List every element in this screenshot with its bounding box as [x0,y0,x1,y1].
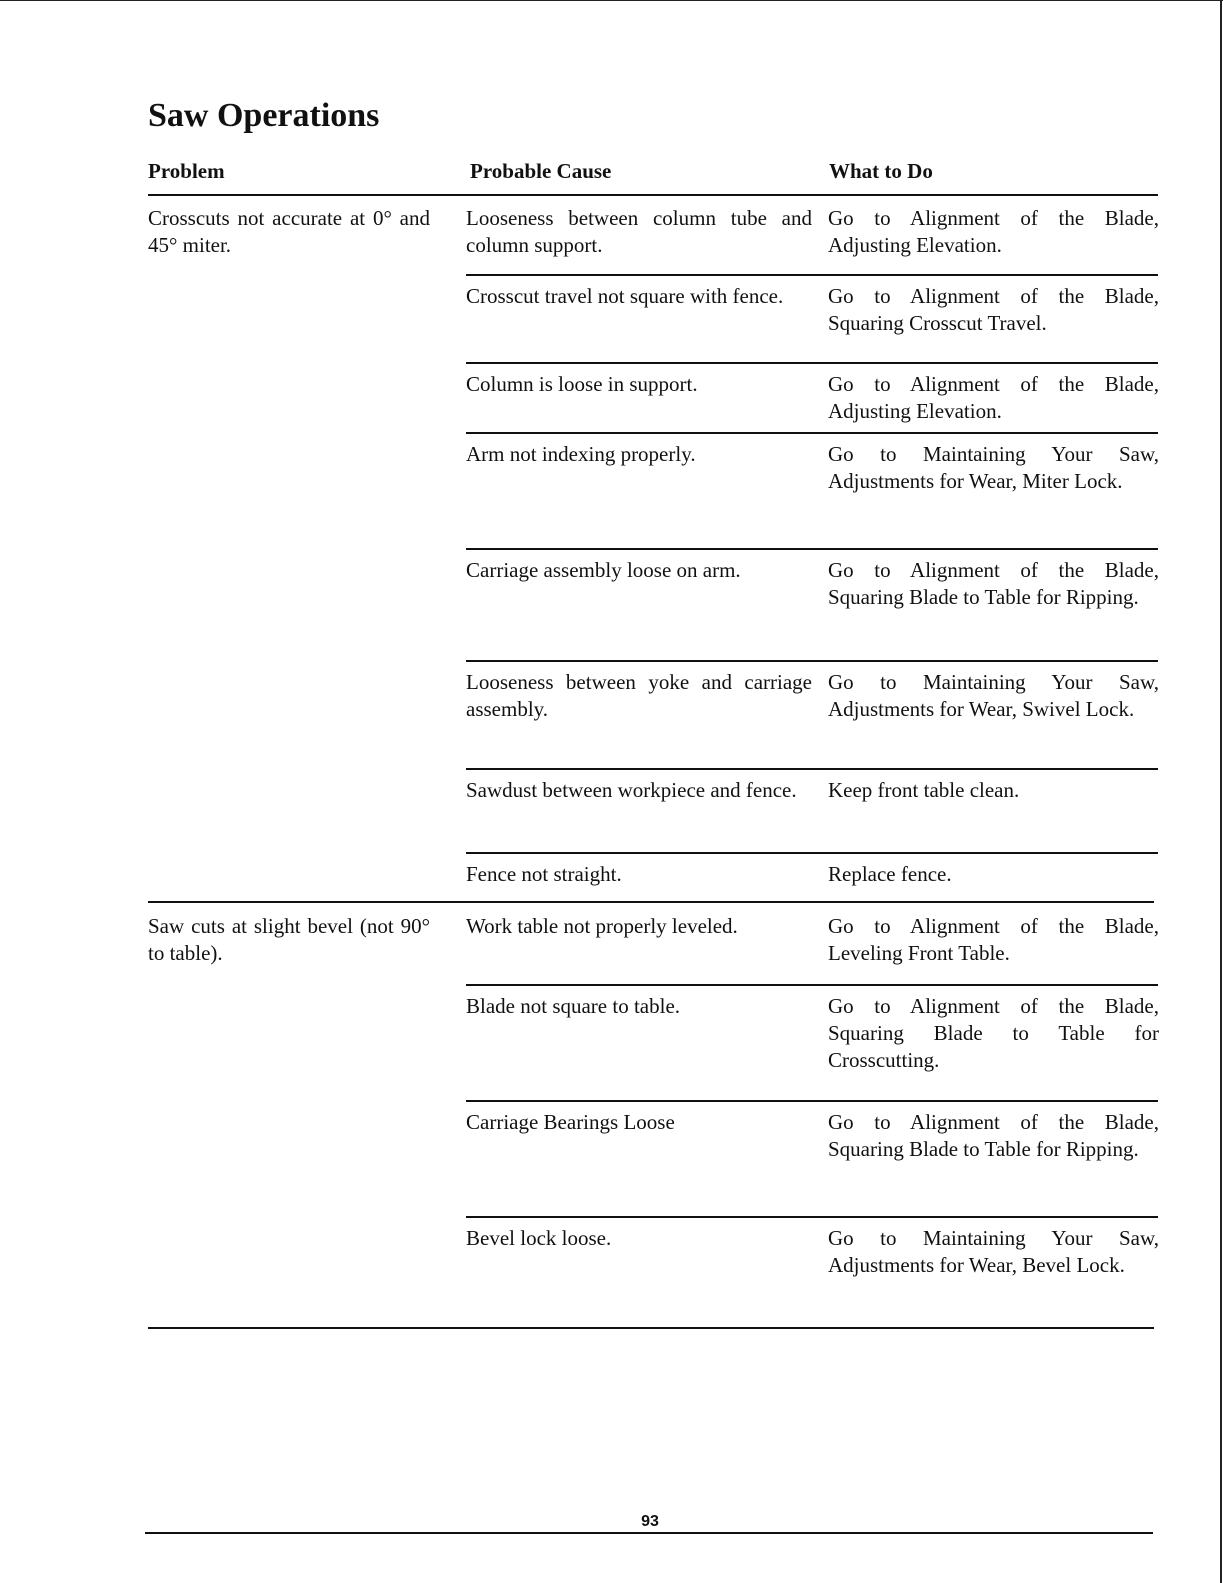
what-to-do-text: Go to Maintaining Your Saw, Adjustments for Wear, Swivel Lock. [828,670,1159,721]
probable-cause-text: Carriage assembly loose on arm. [466,558,741,582]
what-to-do-text: Go to Alignment of the Blade, Adjusting Elevation. [828,206,1159,257]
row-divider [466,432,1158,434]
row-divider [466,548,1158,550]
what-to-do-text: Go to Alignment of the Blade, Squaring Blade to Table for Crosscutting. [828,994,1159,1072]
probable-cause-text: Work table not properly leveled. [466,914,738,938]
group-divider [148,901,1154,903]
probable-cause-text: Looseness between column tube and column support. [466,206,812,257]
probable-cause-text: Column is loose in support. [466,372,698,396]
page-top-border [0,0,1223,1]
row-divider [466,984,1158,986]
page-number: 93 [641,1513,659,1530]
probable-cause-text: Looseness between yoke and carriage assembly. [466,670,812,721]
header-rule [148,194,1158,196]
probable-cause-text: Bevel lock loose. [466,1226,612,1250]
page-right-border [1220,0,1222,1583]
problem-text: Crosscuts not accurate at 0° and 45° miter. [148,206,430,257]
row-divider [466,660,1158,662]
row-divider [466,768,1158,770]
probable-cause-text: Sawdust between workpiece and fence. [466,778,797,802]
column-header-problem: Problem [148,159,225,183]
footer-rule [145,1532,1153,1534]
what-to-do-text: Go to Alignment of the Blade, Squaring Crosscut Travel. [828,284,1159,335]
what-to-do-text: Go to Alignment of the Blade, Leveling Front Table. [828,914,1159,965]
column-header-probable-cause: Probable Cause [470,159,612,183]
probable-cause-text: Fence not straight. [466,862,622,886]
probable-cause-text: Blade not square to table. [466,994,681,1018]
probable-cause-text: Crosscut travel not square with fence. [466,284,784,308]
row-divider [466,1216,1158,1218]
table-bottom-rule [148,1327,1154,1329]
problem-text: Saw cuts at slight bevel (not 90° to table). [148,914,430,965]
what-to-do-text: Go to Maintaining Your Saw, Adjustments for Wear, Miter Lock. [828,442,1159,493]
what-to-do-text: Go to Alignment of the Blade, Squaring Blade to Table for Ripping. [828,1110,1159,1161]
row-divider [466,852,1158,854]
probable-cause-text: Arm not indexing properly. [466,442,696,466]
what-to-do-text: Replace fence. [828,862,952,886]
page-title: Saw Operations [148,97,380,134]
what-to-do-text: Keep front table clean. [828,778,1020,802]
column-header-what-to-do: What to Do [829,159,933,183]
what-to-do-text: Go to Maintaining Your Saw, Adjustments for Wear, Bevel Lock. [828,1226,1159,1277]
row-divider [466,362,1158,364]
probable-cause-text: Carriage Bearings Loose [466,1110,675,1134]
row-divider [466,1100,1158,1102]
row-divider [466,274,1158,276]
what-to-do-text: Go to Alignment of the Blade, Adjusting Elevation. [828,372,1159,423]
what-to-do-text: Go to Alignment of the Blade, Squaring Blade to Table for Ripping. [828,558,1159,609]
